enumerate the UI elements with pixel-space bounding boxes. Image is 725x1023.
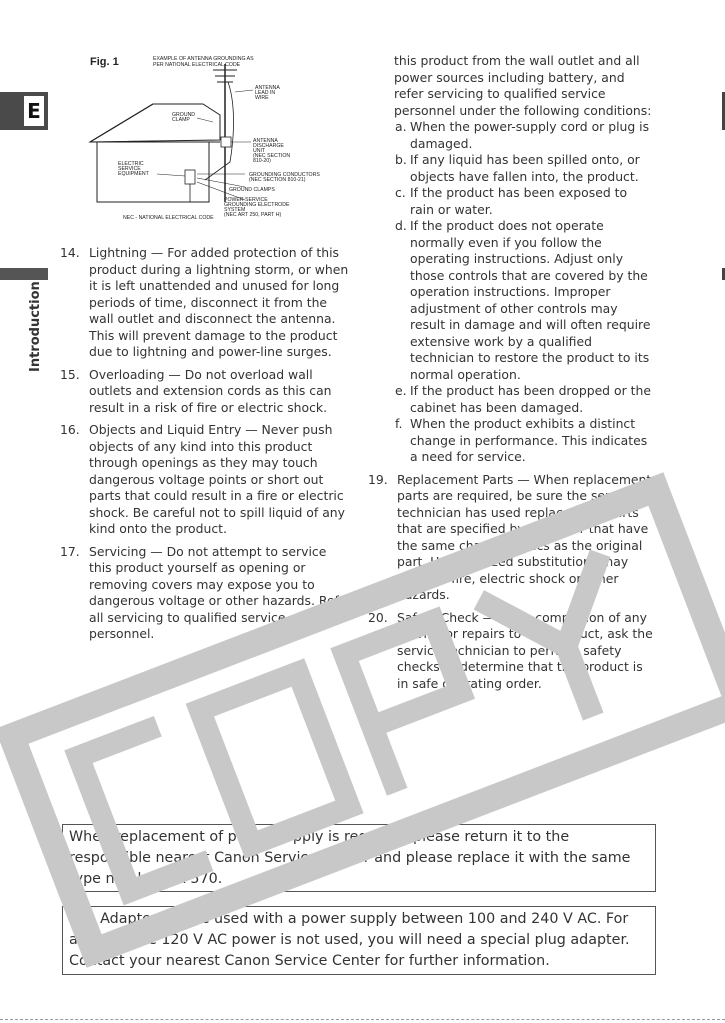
list-item: 14. Lightning — For added protection of this product during a lightning storm, or when it is left unattended and unused for long periods of time, disconnect it from the wall outlet and disconnect the antenna. This will prevent damage to the product due to lightning and power-line surges. bbox=[60, 245, 349, 359]
list-item: 15. Overloading — Do not overload wall outlets and extension cords as this can result in a risk of fire or electric shock. bbox=[60, 366, 332, 415]
service-equipment-box bbox=[185, 170, 195, 184]
label-grounding-conductors: GROUNDING CONDUCTORS bbox=[249, 172, 320, 178]
figure-caption-line: PER NATIONAL ELECTRICAL CODE bbox=[153, 62, 241, 68]
label-ground-clamp: GROUND bbox=[172, 112, 196, 118]
language-tab bbox=[0, 92, 48, 130]
left-column bbox=[60, 245, 352, 649]
svg-text:SYSTEM: SYSTEM bbox=[224, 207, 246, 213]
list-item: 17. Servicing — Do not attempt to service this product yourself as opening or removing covers may expose you to dangerous voltage or other hazards. Refer all servicing to qualified service personnel. bbox=[60, 543, 352, 641]
condition-item: d. If the product does not operate normally even if you follow the operating instructions. Adjust only those controls that are covered by the operation instructions. Improper adjustment of other controls may result in damage and will often require extensive work by a qualified technician to restore the product to its normal operation. bbox=[395, 218, 651, 382]
section-tab-marker bbox=[0, 268, 48, 280]
continued-paragraph: this product from the wall outlet and all power sources including battery, and refer servicing to qualified service personnel under the following conditions: bbox=[394, 53, 652, 118]
condition-item: a. When the power-supply cord or plug is damaged. bbox=[395, 119, 650, 151]
svg-text:EQUIPMENT: EQUIPMENT bbox=[118, 171, 149, 177]
svg-text:GROUNDING ELECTRODE: GROUNDING ELECTRODE bbox=[224, 202, 290, 208]
condition-item: c. If the product has been exposed to rain or water. bbox=[395, 185, 628, 217]
label-discharge-unit: ANTENNA bbox=[253, 138, 278, 144]
svg-text:(NEC SECTION 810-21): (NEC SECTION 810-21) bbox=[249, 177, 306, 183]
svg-text:(NEC SECTION: (NEC SECTION bbox=[253, 153, 291, 159]
label-antenna-lead-in: ANTENNA bbox=[255, 85, 280, 91]
right-column bbox=[368, 53, 653, 698]
language-tab-letter: E bbox=[24, 96, 44, 126]
svg-text:CLAMP: CLAMP bbox=[172, 117, 190, 123]
label-service-equipment: ELECTRIC bbox=[118, 161, 144, 167]
condition-item: f. When the product exhibits a distinct change in performance. This indicates a need for service. bbox=[395, 416, 648, 464]
label-nec: NEC - NATIONAL ELECTRICAL CODE bbox=[123, 215, 214, 221]
figure-caption-line: EXAMPLE OF ANTENNA GROUNDING AS bbox=[153, 56, 254, 62]
discharge-unit bbox=[221, 137, 231, 147]
antenna-grounding-figure bbox=[85, 52, 335, 227]
svg-text:WIRE: WIRE bbox=[255, 95, 269, 101]
svg-text:SERVICE: SERVICE bbox=[118, 166, 141, 172]
figure-label: Fig. 1 bbox=[90, 56, 119, 68]
list-item: 20. Safety Check — Upon completion of any service or repairs to this product, ask the service technician to perform safety checks to determine that the product is in safe operating order. bbox=[368, 609, 653, 691]
notice-box-power-supply: When replacement of power supply is required, please return it to the responsible nearest Canon Service Center and please replace it with the same type number CA-570. bbox=[62, 824, 656, 892]
svg-text:810-20): 810-20) bbox=[253, 158, 271, 164]
section-label: Introduction bbox=[28, 281, 43, 372]
label-power-service: POWER SERVICE bbox=[224, 197, 268, 203]
list-item: 16. Objects and Liquid Entry — Never push objects of any kind into this product through openings as they may touch dangerous voltage points or short out parts that could result in a fire or electric shock. Be careful not to spill liquid of any kind onto the product. bbox=[60, 422, 345, 536]
roof-shape bbox=[90, 104, 220, 142]
svg-text:DISCHARGE: DISCHARGE bbox=[253, 143, 284, 149]
condition-item: b. If any liquid has been spilled onto, or objects have fallen into, the product. bbox=[395, 152, 640, 184]
svg-text:UNIT: UNIT bbox=[253, 148, 266, 154]
label-ground-clamps: GROUND CLAMPS bbox=[229, 187, 275, 193]
list-item: 19. Replacement Parts — When replacement parts are required, be sure the service technician has used replacement parts that are specified by Canon or that have the same characteristics as the original part. Unauthorized substitutions may result in fire, electric shock or other hazards. bbox=[368, 471, 652, 602]
condition-item: e. If the product has been dropped or the cabinet has been damaged. bbox=[395, 383, 651, 415]
page-bottom-rule bbox=[0, 1019, 725, 1020]
notice-box-adapter: The Adapter can be used with a power supply between 100 and 240 V AC. For areas where 120 V AC power is not used, you will need a special plug adapter. Contact your nearest Canon Service Center for further information. bbox=[62, 906, 656, 975]
svg-text:(NEC ART 250, PART H): (NEC ART 250, PART H) bbox=[224, 212, 282, 218]
svg-text:LEAD IN: LEAD IN bbox=[255, 90, 276, 96]
